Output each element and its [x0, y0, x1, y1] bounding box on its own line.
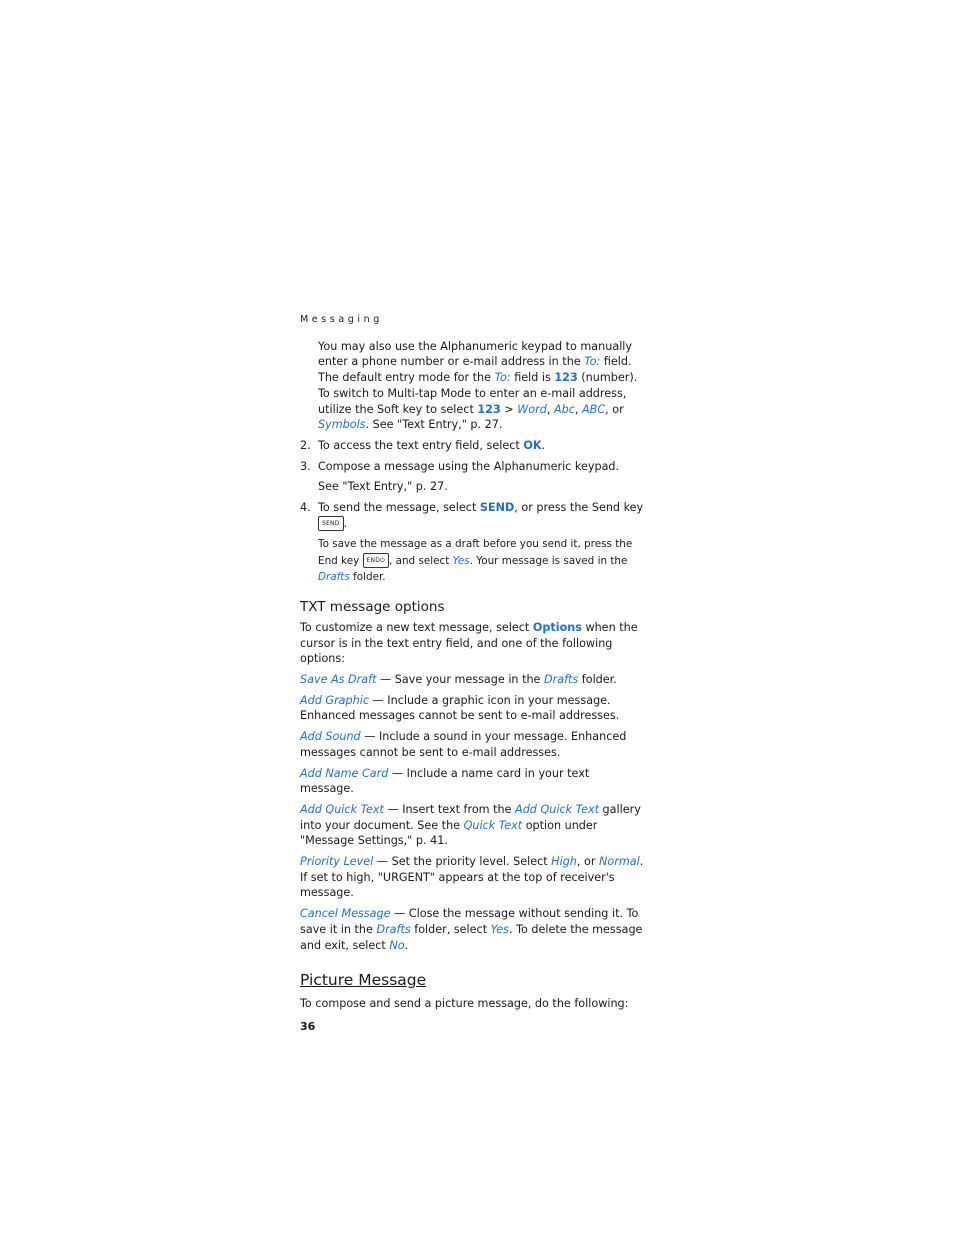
intro-text: field. The default entry mode for the [318, 355, 632, 385]
step-text: Compose a message using the Alphanumeric keypad. [318, 459, 620, 473]
step-text: To send the message, select [318, 501, 480, 515]
drafts-term: Drafts [318, 571, 350, 584]
high-term: High [551, 855, 577, 869]
option-desc: — Insert text from the [383, 802, 516, 816]
manual-page [300, 312, 645, 1035]
separator: , or [605, 402, 624, 416]
intro-text: . See "Text Entry," p. 27. [365, 418, 503, 432]
intro-text: You may also use the Alphanumeric keypad to manually enter a phone number or e-mail address in the [318, 339, 633, 369]
separator: , [546, 402, 554, 416]
option-cancel-message [300, 906, 645, 953]
step-4 [300, 500, 645, 531]
quick-text-term: Quick Text [463, 818, 523, 832]
intro-text: when the cursor is in the text entry field, and one of the following options: [300, 620, 638, 666]
note-text: folder. [349, 571, 386, 584]
txt-options-intro [300, 620, 645, 667]
option-add-quick-text [300, 802, 645, 849]
option-name: Priority Level [300, 855, 374, 869]
option-name: Add Sound [300, 730, 361, 744]
mode-ABC-term: ABC [582, 402, 606, 416]
step-number: 3. [300, 459, 311, 473]
to-field-term: To: [584, 355, 601, 369]
option-desc: folder, select [410, 922, 491, 936]
mode-123-term: 123 [477, 402, 501, 416]
no-term: No [389, 938, 405, 952]
option-desc: — Set the priority level. Select [373, 855, 552, 869]
send-term: SEND [479, 501, 515, 515]
option-priority-level [300, 854, 645, 901]
intro-text: > [500, 402, 518, 416]
option-desc: — Close the message without sending it. To save it in the [300, 907, 639, 936]
yes-term: Yes [452, 554, 470, 567]
option-name: Cancel Message [300, 907, 391, 921]
normal-term: Normal [599, 855, 640, 869]
picture-message-heading: Picture Message [300, 971, 427, 990]
option-desc: gallery into your document. See the [300, 802, 641, 832]
option-desc: — Include a name card in your text message. [300, 766, 590, 796]
option-desc: . [404, 938, 409, 952]
mode-word-term: Word [517, 402, 547, 416]
option-desc: folder. [578, 673, 617, 687]
option-add-sound [300, 729, 645, 760]
intro-paragraph [318, 339, 645, 433]
step-3-see-also: See "Text Entry," p. 27. [318, 480, 448, 494]
mode-123-term: 123 [554, 371, 578, 385]
option-name: Add Quick Text [300, 802, 384, 816]
option-desc: — Save your message in the [376, 673, 544, 687]
option-desc: — Include a sound in your message. Enhanced messages cannot be sent to e-mail addresses. [300, 730, 627, 759]
options-term: Options [532, 620, 582, 634]
ok-term: OK [523, 438, 542, 452]
picture-message-intro: To compose and send a picture message, do the following: [300, 997, 629, 1011]
option-save-as-draft [300, 672, 645, 688]
option-desc: — Include a graphic icon in your message. Enhanced messages cannot be sent to e-mail addresses. [300, 693, 620, 723]
step-number: 4. [300, 501, 311, 515]
step-text: To access the text entry field, select [318, 438, 524, 452]
option-name: Add Name Card [300, 766, 389, 780]
note-text: . Your message is saved in the [469, 554, 628, 567]
note-text: To save the message as a draft before you send it, press the End key [318, 538, 633, 567]
intro-text: To customize a new text message, select [300, 620, 533, 634]
drafts-term: Drafts [376, 922, 411, 936]
option-name: Save As Draft [300, 673, 377, 687]
to-field-term: To: [494, 371, 511, 385]
txt-options-heading: TXT message options [300, 598, 445, 615]
option-name: Add Graphic [300, 693, 369, 707]
mode-symbols-term: Symbols [318, 418, 366, 432]
step-2 [300, 438, 645, 454]
option-desc: , or [576, 855, 600, 869]
note-text: , and select [389, 554, 453, 567]
step-3 [300, 459, 645, 475]
drafts-term: Drafts [544, 673, 579, 687]
option-desc: . To delete the message and exit, select [300, 922, 643, 952]
step-text: , or press the Send key [514, 501, 644, 515]
option-add-name-card [300, 766, 645, 797]
step-number: 2. [300, 438, 311, 452]
punctuation: . [541, 438, 546, 452]
option-desc: option under "Message Settings," p. 41. [300, 818, 598, 848]
page-number: 36 [300, 1020, 316, 1033]
intro-text: (number). To switch to Multi-tap Mode to enter an e-mail address, utilize the Soft key to select [318, 371, 638, 416]
mode-abc-term: Abc [553, 402, 575, 416]
send-key-icon: SEND [318, 516, 344, 531]
yes-term: Yes [490, 922, 509, 936]
draft-note [318, 536, 645, 586]
intro-text: field is [510, 371, 555, 385]
option-add-graphic [300, 693, 645, 724]
add-quick-text-term: Add Quick Text [515, 802, 599, 816]
separator: , [574, 402, 583, 416]
punctuation: . [343, 516, 348, 530]
option-desc: . If set to high, "URGENT" appears at the top of receiver's message. [300, 855, 644, 900]
section-header: Messaging [300, 314, 383, 325]
end-key-icon: END⏻ [363, 553, 389, 568]
